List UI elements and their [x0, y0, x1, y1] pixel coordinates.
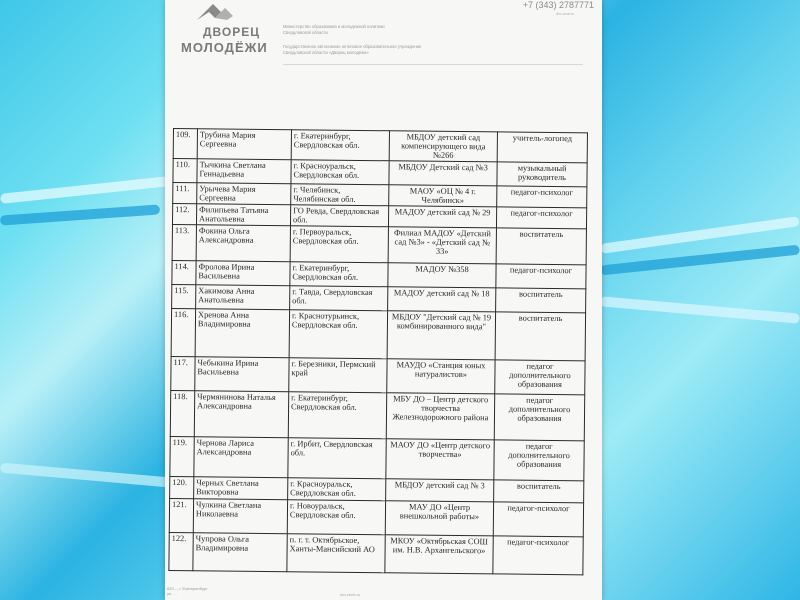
cell-inst: МКОУ «Октябрьская СОШ им. Н.В. Архангельского»: [385, 535, 493, 574]
cell-num: 116.: [171, 308, 196, 356]
table-row: [171, 356, 585, 394]
logo: [173, 2, 283, 60]
cell-city: г. Красноуральск, Свердловская обл.: [288, 478, 386, 501]
cell-num: 111.: [173, 183, 197, 204]
cell-num: 122.: [169, 532, 193, 570]
cell-inst: МБДОУ детский сад № 3: [386, 479, 494, 502]
cell-city: г. Екатеринбург, Свердловская обл.: [291, 130, 389, 161]
cell-city: г. Ирбит, Свердловская обл.: [288, 438, 386, 479]
cell-name: Чулкина Светлана Николаевна: [193, 499, 287, 534]
org-line-3: Государственное автономное нетиповое образовательное учреждение: [283, 44, 422, 49]
cell-inst: МАДОУ №358: [388, 263, 496, 288]
cell-city: г. Екатеринбург, Свердловская обл.: [288, 392, 386, 439]
cell-name: Фокина Ольга Александровна: [196, 225, 290, 262]
cell-name: Тычкина Светлана Геннадьевна: [197, 159, 291, 184]
cell-inst: МБДОУ детский сад компенсирующего вида №266: [389, 131, 497, 162]
cell-name: Черных Светлана Викторовна: [194, 477, 288, 500]
cell-num: 114.: [172, 260, 196, 284]
background-streak: [0, 463, 170, 488]
cell-pos: педагог-психолог: [493, 502, 583, 537]
cell-inst: МБДОУ Детский сад №3: [389, 161, 497, 186]
background-streak: [600, 296, 800, 323]
cell-name: Хренова Анна Владимировна: [195, 309, 289, 358]
table-row: [172, 224, 586, 264]
document-page: [165, 0, 602, 600]
cell-name: Чебыкина Ирина Васильевна: [195, 357, 289, 392]
cell-inst: МАОУ «ОЦ № 4 г. Челябинск»: [389, 185, 497, 207]
cell-inst: МАДОУ детский сад № 18: [388, 287, 496, 312]
cell-name: Трубина Мария Сергеевна: [197, 129, 291, 160]
table-row: [171, 308, 585, 360]
cell-name: Урычева Мария Сергеевна: [197, 183, 291, 205]
cell-pos: воспитатель: [496, 228, 586, 265]
cell-num: 112.: [172, 204, 196, 225]
cell-name: Филипьева Татьяна Анатольевна: [196, 204, 290, 226]
cell-inst: Филиал МАДОУ «Детский сад №3» - «Детский сад № 33»: [388, 227, 496, 264]
cell-pos: воспитатель: [494, 480, 584, 503]
cell-num: 117.: [171, 356, 195, 390]
cell-pos: педагог дополнительного образования: [494, 440, 584, 481]
cell-num: 109.: [173, 129, 197, 159]
org-line-2: Свердловской области: [283, 30, 328, 35]
cell-city: г. Тавда, Свердловская обл.: [290, 286, 388, 311]
logo-text-line1: ДВОРЕЦ: [203, 25, 261, 39]
cell-pos: педагог-психолог: [493, 536, 583, 575]
footer-website: dm-centr.ru: [340, 592, 361, 597]
cell-name: Чупрова Ольга Владимировна: [193, 533, 287, 572]
cell-num: 118.: [170, 390, 194, 436]
table-row: [169, 532, 583, 574]
cell-name: Чермянинова Наталья Александровна: [194, 391, 288, 438]
cell-city: г. Краснотурьинск, Свердловская обл.: [289, 310, 387, 359]
cell-city: п. г. т. Октябрьское, Ханты-Мансийский АО: [287, 534, 385, 573]
logo-mark-icon: [195, 2, 235, 22]
cell-pos: воспитатель: [496, 288, 586, 313]
cell-pos: педагог-психолог: [496, 264, 586, 289]
org-line-1: Министерство образования и молодежной политики: [283, 24, 385, 29]
table-row: [170, 436, 584, 480]
cell-city: г. Челябинск, Челябинская обл.: [291, 184, 389, 206]
background-streak: [0, 204, 160, 225]
cell-inst: МАУ ДО «Центр внешкольной работы»: [385, 501, 493, 536]
cell-name: Чернова Лариса Александровна: [194, 437, 288, 478]
cell-pos: воспитатель: [495, 312, 585, 361]
header-divider: [283, 64, 583, 65]
cell-city: г. Новоуральск, Свердловская обл.: [287, 500, 385, 535]
cell-num: 121.: [169, 498, 193, 532]
cell-num: 113.: [172, 224, 196, 260]
footer-address-line2: ул. ...: [167, 591, 177, 596]
header-phone-sub: dm-centr.ru: [556, 12, 574, 16]
cell-name: Хакимова Анна Анатольевна: [196, 285, 290, 310]
cell-inst: МБУ ДО – Центр детского творчества Железнодорожного района: [386, 393, 494, 440]
cell-pos: педагог дополнительного образования: [495, 360, 585, 395]
cell-city: г. Екатеринбург, Свердловская обл.: [290, 262, 388, 287]
cell-inst: МАУДО «Станция юных натуралистов»: [387, 359, 495, 394]
cell-pos: педагог-психолог: [496, 207, 586, 229]
cell-num: 119.: [170, 436, 194, 476]
cell-pos: педагог-психолог: [497, 186, 587, 208]
cell-city: ГО Ревда, Свердловская обл.: [290, 205, 388, 227]
org-line-4: Свердловской области «Дворец молодёжи»: [283, 50, 369, 55]
cell-city: г. Красноуральск, Свердловская обл.: [291, 160, 389, 185]
table-row: [173, 129, 587, 163]
cell-city: г. Первоуральск, Свердловская обл.: [290, 226, 388, 263]
cell-pos: педагог дополнительного образования: [494, 394, 584, 441]
cell-num: 115.: [172, 284, 196, 308]
cell-num: 120.: [170, 476, 194, 498]
cell-name: Фролова Ирина Васильевна: [196, 261, 290, 286]
cell-inst: МАДОУ детский сад № 29: [388, 206, 496, 228]
cell-pos: музыкальный руководитель: [497, 162, 587, 187]
footer-address-line1: 620..., г. Екатеринбург: [167, 586, 208, 591]
table-row: [169, 498, 583, 536]
participants-table: [168, 128, 588, 575]
cell-inst: МАОУ ДО «Центр детского творчества»: [386, 439, 494, 480]
cell-num: 110.: [173, 159, 197, 183]
header-phone: +7 (343) 2787771: [522, 0, 594, 10]
footer-address: [167, 586, 227, 596]
table-row: [170, 390, 584, 440]
cell-pos: учитель-логопед: [497, 132, 587, 163]
logo-text-line2: МОЛОДЁЖИ: [181, 40, 268, 55]
background-streak: [0, 176, 170, 204]
cell-city: г. Березники, Пермский край: [289, 358, 387, 393]
cell-inst: МБДОУ "Детский сад № 19 комбинированного вида": [387, 311, 495, 360]
